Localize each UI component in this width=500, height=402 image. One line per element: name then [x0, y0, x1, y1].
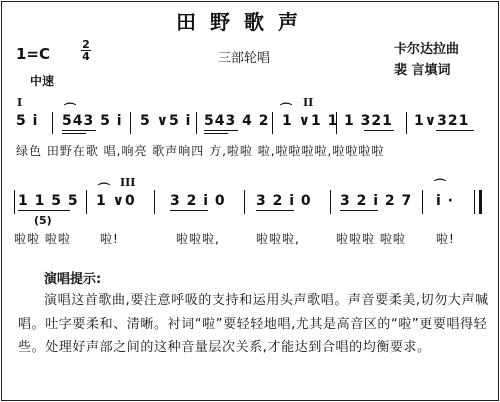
bar-line	[154, 190, 155, 214]
meter-top: 2	[82, 38, 90, 51]
beam-line	[204, 133, 228, 134]
part-mark-i: I	[17, 96, 23, 109]
fermata-icon: ⌒	[280, 102, 293, 116]
lyrics-line-1: 绿色 田野在歌 唱,响亮 歌声响四 方,啦啦 啦,啦啦啦啦,啦啦啦啦	[16, 144, 385, 158]
part-mark-iii: III	[120, 176, 136, 189]
beam-line	[204, 130, 238, 131]
measure-6: 1 321	[344, 113, 393, 129]
bar-line	[336, 112, 337, 134]
tips-body: 演唱这首歌曲,要注意呼吸的支持和运用头声歌唱。声音要柔美,切勿大声喊唱。吐字要柔和、清晰。衬词“啦”要轻轻地唱,尤其是高音区的“啦”更要唱得轻些。处理好声部之间的这种音量层次关系,才能达到合唱的均衡要求。	[18, 293, 489, 355]
fermata-icon: ⌒	[434, 178, 447, 192]
bar-line	[14, 190, 15, 214]
key-signature: 1=C	[16, 45, 51, 63]
measure-3: 5 ∨5 i	[140, 113, 192, 129]
song-subtitle: 三部轮唱	[218, 51, 271, 66]
part-mark-ii: II	[303, 96, 314, 109]
bar-line	[86, 190, 87, 214]
fermata-icon: ⌒	[64, 102, 77, 116]
bar-line	[130, 112, 131, 134]
row2-measure-2: 1 ∨0	[96, 193, 136, 209]
measure-2: 543 5 i	[62, 113, 123, 129]
beam-line	[256, 210, 294, 211]
final-bar-line-thick	[479, 190, 482, 214]
tips-heading: 演唱提示:	[44, 272, 102, 287]
row2-measure-5: 3 2 i 2 7	[340, 193, 413, 209]
song-title: 田野歌声	[176, 10, 312, 34]
row2-measure-1: 1 1 5 5	[18, 193, 79, 209]
bar-line	[422, 190, 423, 214]
measure-4: 543 4 2	[204, 113, 270, 129]
measure-7: 1∨321	[414, 113, 470, 129]
bar-line	[272, 112, 273, 134]
measure-5: 1 ∨1 1	[282, 113, 339, 129]
time-signature	[81, 39, 91, 62]
row2-measure-6: i ·	[436, 193, 454, 209]
lyrics-row2-6: 啦!	[436, 232, 455, 246]
lyrics-row2-4: 啦啦啦,	[256, 232, 300, 246]
beam-line	[364, 130, 394, 131]
lyrics-row2-2: 啦!	[100, 232, 119, 246]
beam-line	[62, 130, 96, 131]
row2-measure-3: 3 2 i 0	[170, 193, 226, 209]
bar-line	[330, 190, 331, 214]
bar-line	[406, 112, 407, 134]
bar-line	[244, 190, 245, 214]
beam-line	[340, 210, 378, 211]
lyrics-row2-1: 啦啦 啦啦	[14, 232, 71, 246]
measure-1: 5 i	[16, 113, 39, 129]
lyrics-row2-3: 啦啦啦,	[176, 232, 220, 246]
beam-line	[62, 133, 86, 134]
alternate-note: (5)	[34, 214, 52, 227]
bar-line	[52, 112, 53, 134]
beam-line	[18, 210, 70, 211]
lyrics-row2-5: 啦啦啦 啦啦	[336, 232, 406, 246]
tempo-marking: 中速	[30, 74, 55, 88]
beam-line	[170, 210, 208, 211]
final-bar-line	[474, 190, 475, 214]
meter-bottom: 4	[82, 50, 90, 63]
composer-credit: 卡尔达拉曲	[394, 42, 460, 57]
row2-measure-4: 3 2 i 0	[256, 193, 312, 209]
fermata-icon: ⌒	[98, 182, 111, 196]
lyricist-credit: 裴 言填词	[394, 63, 451, 78]
bar-line	[196, 112, 197, 134]
beam-line	[436, 130, 474, 131]
